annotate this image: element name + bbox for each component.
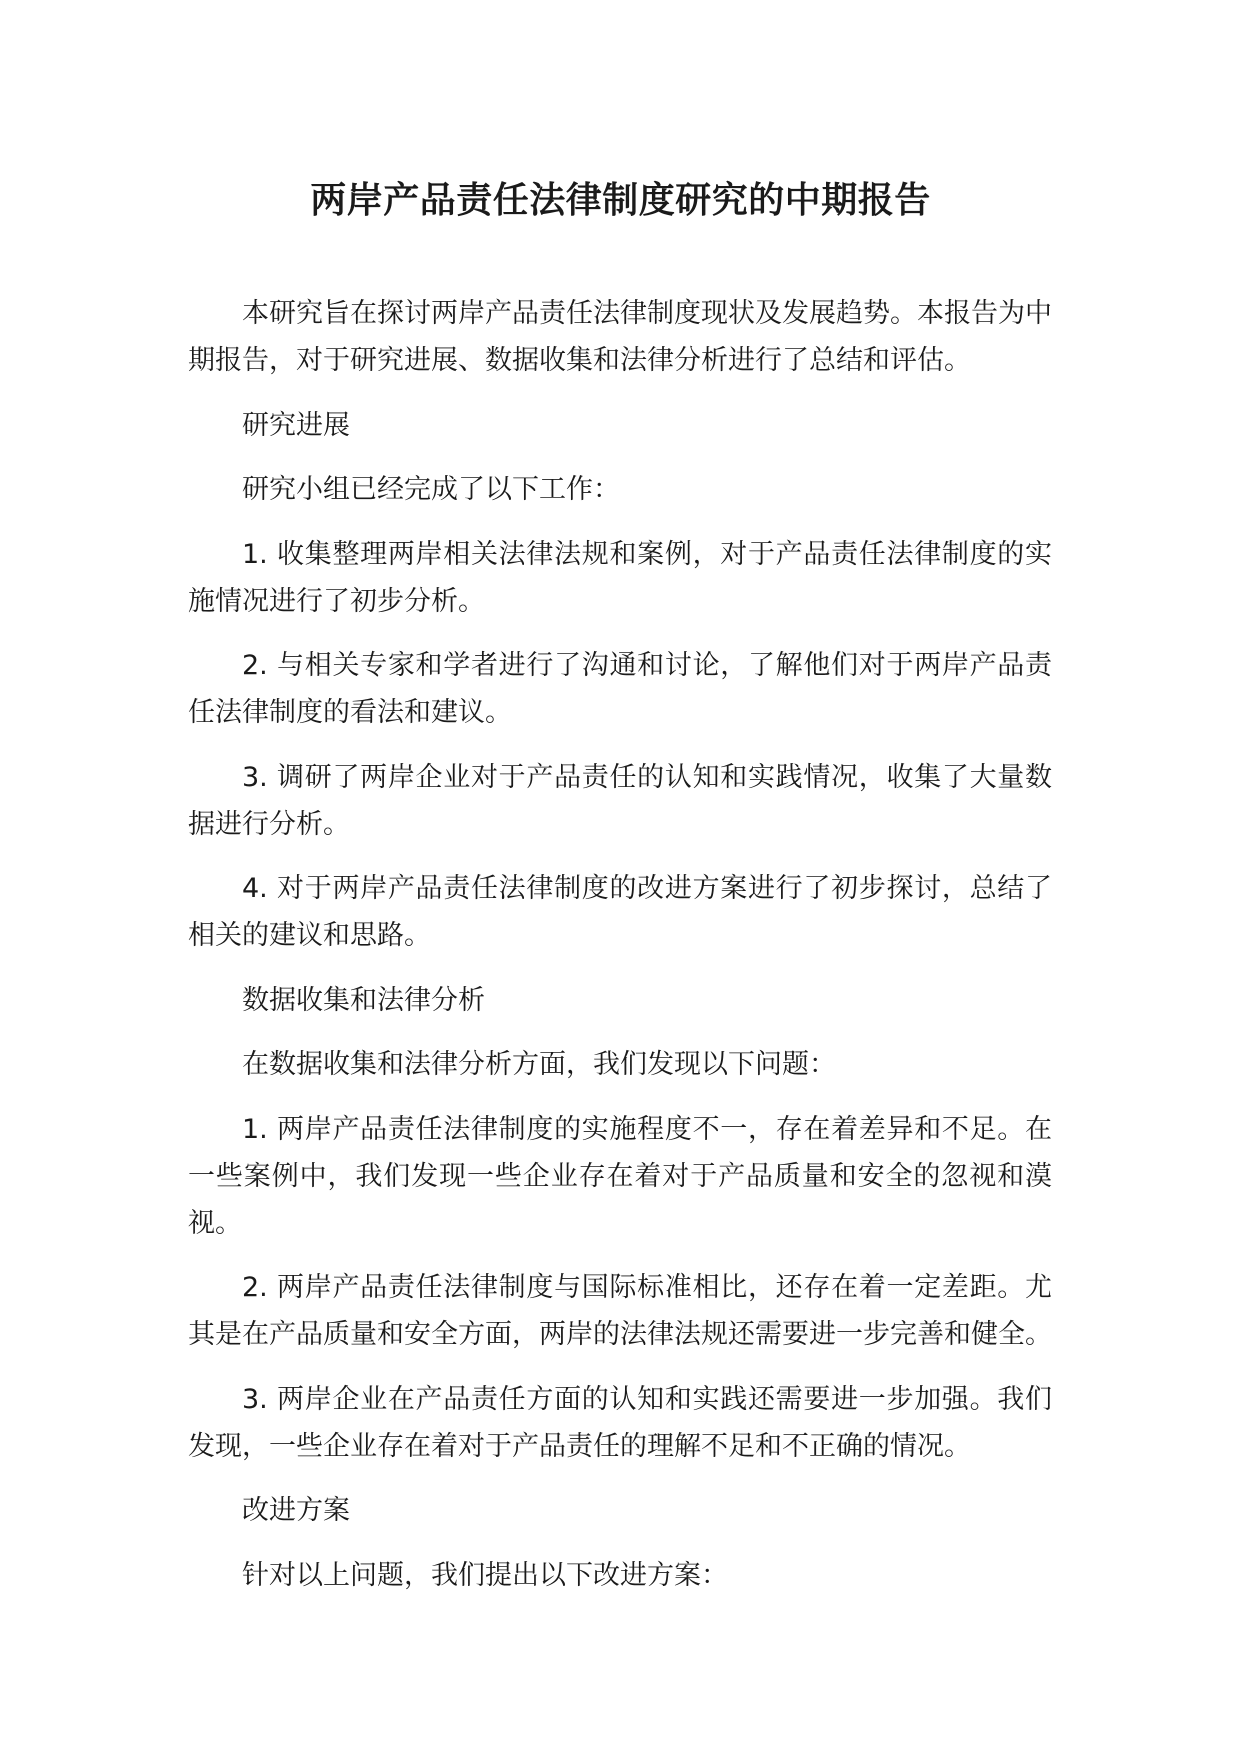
progress-intro: 研究小组已经完成了以下工作： xyxy=(242,474,620,505)
section-heading-progress: 研究进展 xyxy=(242,409,350,441)
analysis-intro: 在数据收集和法律分析方面，我们发现以下问题： xyxy=(242,1049,836,1080)
analysis-item-3: 3. 两岸企业在产品责任方面的认知和实践还需要进一步加强。我们发现，一些企业存在着对于产品责任的理解不足和不正确的情况。 xyxy=(188,1383,1052,1462)
progress-item-3: 3. 调研了两岸企业对于产品责任的认知和实践情况，收集了大量数据进行分析。 xyxy=(188,761,1052,840)
analysis-item-1: 1. 两岸产品责任法律制度的实施程度不一，存在着差异和不足。在一些案例中，我们发现一些企业存在着对于产品质量和安全的忽视和漠视。 xyxy=(188,1113,1052,1239)
progress-item-1: 1. 收集整理两岸相关法律法规和案例，对于产品责任法律制度的实施情况进行了初步分析。 xyxy=(188,538,1052,617)
progress-item-2: 2. 与相关专家和学者进行了沟通和讨论，了解他们对于两岸产品责任法律制度的看法和建议。 xyxy=(188,650,1052,728)
document-title: 两岸产品责任法律制度研究的中期报告 xyxy=(310,180,931,221)
section-heading-improvement: 改进方案 xyxy=(242,1495,350,1526)
intro-paragraph: 本研究旨在探讨两岸产品责任法律制度现状及发展趋势。本报告为中期报告，对于研究进展、数据收集和法律分析进行了总结和评估。 xyxy=(188,298,1052,376)
improvement-intro: 针对以上问题，我们提出以下改进方案： xyxy=(242,1559,728,1591)
document-body xyxy=(188,290,1052,1616)
section-heading-analysis: 数据收集和法律分析 xyxy=(242,984,485,1016)
analysis-item-2: 2. 两岸产品责任法律制度与国际标准相比，还存在着一定差距。尤其是在产品质量和安全方面，两岸的法律法规还需要进一步完善和健全。 xyxy=(188,1272,1052,1350)
progress-item-4: 4. 对于两岸产品责任法律制度的改进方案进行了初步探讨，总结了相关的建议和思路。 xyxy=(188,873,1052,951)
